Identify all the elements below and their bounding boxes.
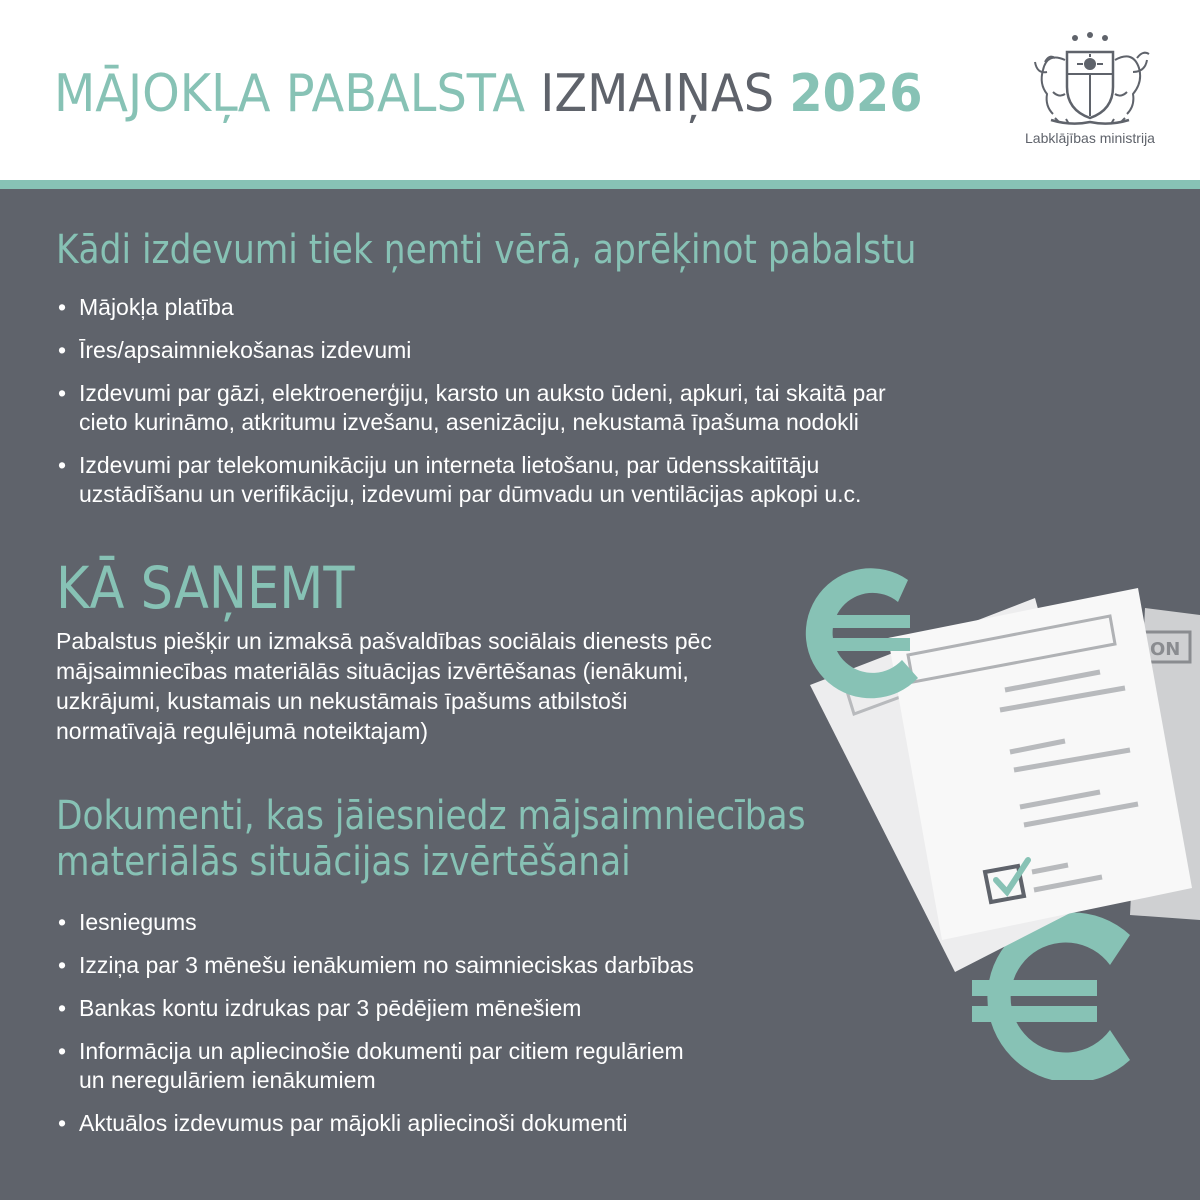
list-item-text: Aktuālos izdevumus par mājokli apliecinoši dokumenti (79, 1110, 628, 1136)
list-item (56, 379, 886, 437)
list-item-text: Mājokļa platība (79, 294, 234, 320)
documents-illustration-svg (800, 560, 1200, 1080)
list-item (56, 293, 886, 322)
section-3-heading-line-1: Dokumenti, kas jāiesniedz mājsaimniecības (56, 793, 806, 839)
list-item-text: Informācija un apliecinošie dokumenti par citiem regulāriem (79, 1038, 684, 1064)
coat-of-arms-icon (1025, 32, 1155, 127)
list-item-text: Bankas kontu izdrukas par 3 pēdējiem mēnešiem (79, 995, 582, 1021)
section-3-heading-line-2: materiālās situācijas izvērtēšanai (56, 839, 631, 885)
paragraph-line: uzkrājumi, kustamais un nekustāmais īpašums atbilstoši (56, 688, 628, 714)
ministry-logo (1010, 32, 1170, 152)
section-2-heading: KĀ SAŅEMT (56, 554, 355, 622)
list-item (56, 951, 694, 980)
list-item-text: Izdevumi par telekomunikāciju un interneta lietošanu, par ūdensskaitītāju (79, 452, 820, 478)
title-part-2: IZMAIŅAS (540, 64, 775, 124)
page-title (54, 56, 923, 132)
documents-list (56, 908, 694, 1138)
euro-icon (806, 568, 918, 698)
list-item-text: Iesniegums (79, 909, 197, 935)
list-item (56, 908, 694, 937)
list-item-text: cieto kurināmo, atkritumu izvešanu, asenizāciju, nekustamā īpašuma nodokli (79, 409, 859, 435)
list-item (56, 1037, 694, 1095)
ministry-name: Labklājības ministrija (1025, 130, 1155, 146)
paragraph-line: Pabalstus piešķir un izmaksā pašvaldības sociālais dienests pēc (56, 628, 712, 654)
list-item (56, 451, 886, 509)
paragraph-line: mājsaimniecības materiālās situācijas izvērtēšanas (ienākumi, (56, 658, 689, 684)
list-item (56, 994, 694, 1023)
paragraph-line: normatīvajā regulējumā noteiktajam) (56, 718, 429, 744)
section-1-heading: Kādi izdevumi tiek ņemti vērā, aprēķinot pabalstu (56, 227, 917, 273)
doc-stamp-text: ON (1150, 639, 1181, 660)
documents-illustration (800, 560, 1200, 1080)
document-icon (888, 588, 1192, 940)
title-part-1: MĀJOKĻA PABALSTA (54, 64, 526, 124)
list-item-text: Īres/apsaimniekošanas izdevumi (79, 337, 412, 363)
list-item (56, 1109, 694, 1138)
list-item-text: Izziņa par 3 mēnešu ienākumiem no saimnieciskas darbības (79, 952, 694, 978)
accent-divider (0, 180, 1200, 189)
expenses-list (56, 293, 886, 509)
header (0, 0, 1200, 180)
title-year: 2026 (789, 64, 923, 124)
list-item-text: uzstādīšanu un verifikāciju, izdevumi par dūmvadu un ventilācijas apkopi u.c. (79, 481, 862, 507)
list-item (56, 336, 886, 365)
section-3-heading (56, 793, 806, 885)
list-item-text: Izdevumi par gāzi, elektroenerģiju, karsto un auksto ūdeni, apkuri, tai skaitā par (79, 380, 886, 406)
how-to-receive-text (56, 626, 816, 746)
list-item-text: un neregulāriem ienākumiem (79, 1067, 376, 1093)
